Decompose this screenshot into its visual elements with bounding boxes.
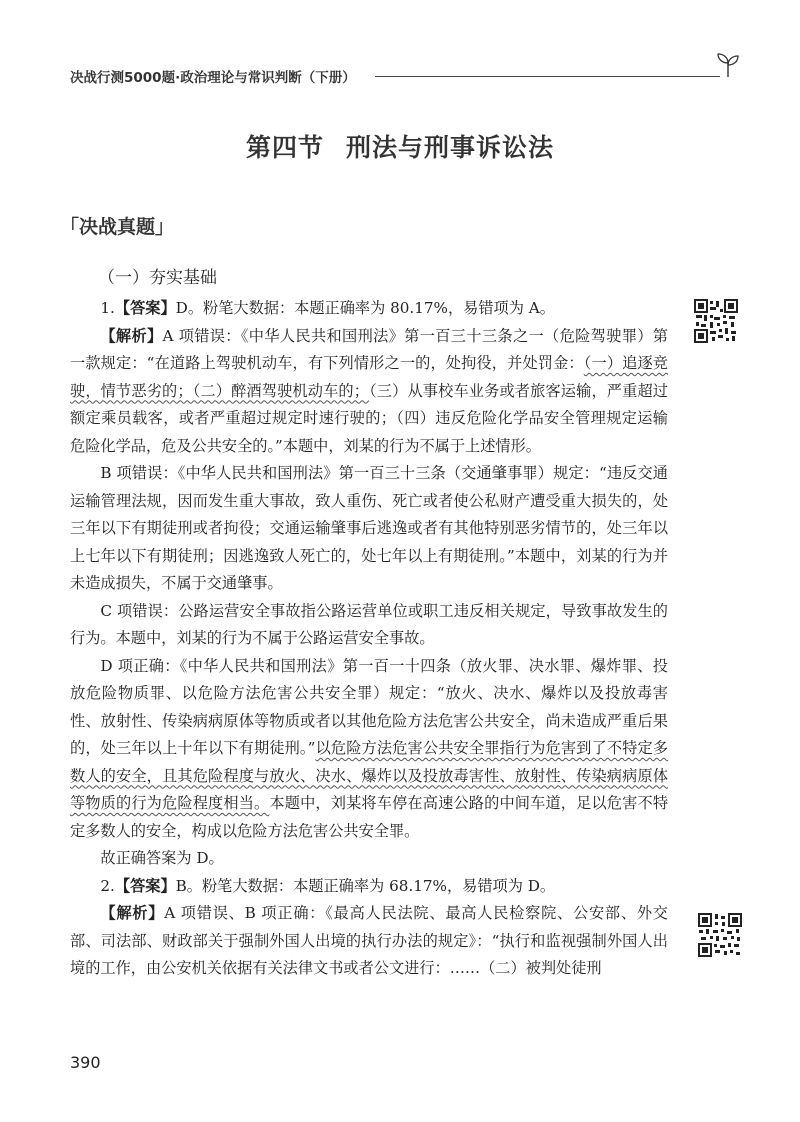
answer-tag: 【答案】 (114, 299, 176, 317)
q2-a-text: A 项错误、B 项正确：《最高人民法院、最高人民检察院、公安部、外交部、司法部、财政部关于强制外国人出境的执行办法的规定》：“执行和监视强制外国人出境的工作，由公安机关依据有关法律文书或者公文进行：……（二）被判处徒刑 (70, 904, 668, 977)
q1-option-c: C 项错误：公路运营安全事故指公路运营单位或职工违反相关规定，导致事故发生的行为。本题中，刘某的行为不属于公路运营安全事故。 (70, 601, 668, 647)
qr-code-icon[interactable] (697, 912, 743, 958)
q2-answer-text: B。粉笔大数据：本题正确率为 68.17%，易错项为 D。 (175, 876, 556, 895)
sub-heading: （一）夯实基础 (98, 268, 217, 288)
q1-option-b: B 项错误：《中华人民共和国刑法》第一百三十三条（交通肇事罪）规定：“违反交通运输管理法规，因而发生重大事故，致人重伤、死亡或者使公私财产遭受重大损失的，处三年以下有期徒刑或者拘役；交通运输肇事后逃逸或者有其他特别恶劣情节的，处三年以上七年以下有期徒刑；因逃逸致人死亡的，处七年以上有期徒刑。”本题中，刘某的行为并未造成损失，不属于交通肇事。 (70, 464, 668, 592)
jiexi-tag: 【解析】 (100, 904, 165, 922)
q1-conclusion: 故正确答案为 D。 (100, 849, 224, 867)
q2-option-a (70, 900, 668, 983)
explanation-body (70, 295, 668, 983)
q1-d-text: D 项正确：《中华人民共和国刑法》第一百一十四条（放火罪、决水罪、爆炸罪、投放危险物质罪、以危险方法危害公共安全罪）规定：“放火、决水、爆炸以及投放毒害性、放射性、传染病病原体等物质或者以其他危险方法危害公共安全，尚未造成严重后果的，处三年以上十年以下有期徒刑。” (70, 656, 668, 757)
q1-d-text-2: 本题中，刘某将车停在高速公路的中间车道，足以危害不特定多数人的安全，构成以危险方法危害公共安全罪。 (70, 794, 669, 840)
answer-tag: 【答案】 (114, 876, 176, 895)
qr-code-icon[interactable] (693, 298, 739, 344)
q1-answer-text: D。粉笔大数据：本题正确率为 80.17%，易错项为 A。 (175, 299, 555, 317)
q1-a-text: A 项错误：《中华人民共和国刑法》第一百三十三条之一（危险驾驶罪）第一款规定：“在道路上驾驶机动车，有下列情形之一的，处拘役，并处罚金： (70, 326, 668, 372)
running-header (70, 66, 740, 90)
header-rule (375, 76, 720, 77)
juezhan-zhenti-label: 「决战真题」 (60, 216, 175, 238)
header-title: 决战行测5000题·政治理论与常识判断（下册） (70, 70, 356, 86)
q1-a-wavy-text: （一）追逐竞驶，情节恶劣的；（二）醉酒驾驶机动车的； (70, 354, 668, 400)
q1-d-wavy-text: 以危险方法危害公共安全罪指行为危害到了不特定多数人的安全，且其危险程度与放火、决水、爆炸以及投放毒害性、放射性、传染病病原体等物质的行为危险程度相当。 (70, 739, 669, 812)
q1-answer-line (70, 295, 668, 323)
q2-answer-line (70, 873, 668, 901)
section-name: 刑法与刑事诉讼法 (346, 133, 555, 162)
section-number: 第四节 (245, 133, 324, 162)
q1-a-text-2: （三）从事校车业务或者旅客运输，严重超过额定乘员载客，或者严重超过规定时速行驶的；（四）违反危险化学品安全管理规定运输危险化学品，危及公共安全的。”本题中，刘某的行为不属于上述情形。 (70, 381, 668, 455)
page-number: 390 (70, 1053, 101, 1072)
q1-option-d (70, 653, 668, 846)
section-title (0, 128, 800, 164)
jiexi-tag: 【解析】 (100, 326, 163, 345)
q2-number: 2. (100, 876, 115, 895)
q1-number: 1. (100, 299, 115, 317)
sprout-icon (716, 52, 740, 78)
q1-option-a (70, 323, 668, 461)
